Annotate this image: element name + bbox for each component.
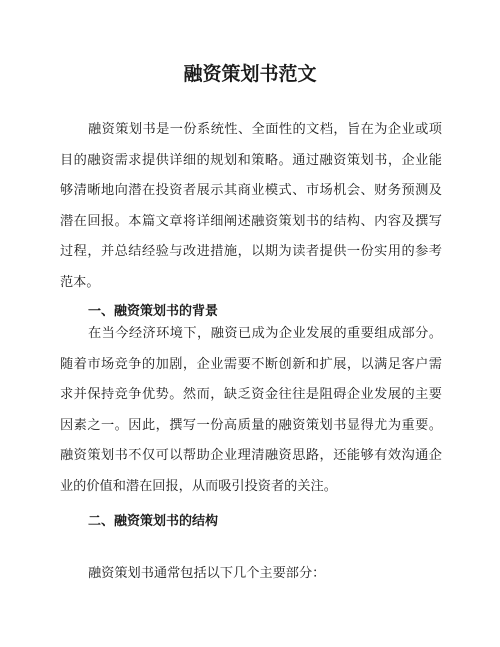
document-title: 融资策划书范文 [183, 63, 317, 85]
background-paragraph: 在当今经济环境下，融资已成为企业发展的重要组成部分。随着市场竞争的加剧，企业需要不断创新和扩展，以满足客户需求并保持竞争优势。然而，缺乏资金往往是阻碍企业发展的主要因素之一。因此，撰写一份高质量的融资策划书显得尤为重要。融资策划书不仅可以帮助企业理清融资思路，还能够有效沟通企业的价值和潜在回报，从而吸引投资者的关注。 [60, 326, 442, 494]
structure-paragraph: 融资策划书通常包括以下几个主要部分： [88, 566, 326, 581]
section-heading-background: 一、融资策划书的背景 [88, 304, 219, 319]
intro-paragraph: 融资策划书是一份系统性、全面性的文档，旨在为企业或项目的融资需求提供详细的规划和策略。通过融资策划书，企业能够清晰地向潜在投资者展示其商业模式、市场机会、财务预测及潜在回报。本篇文章将详细阐述融资策划书的结构、内容及撰写过程，并总结经验与改进措施，以期为读者提供一份实用的参考范本。 [60, 122, 442, 290]
section-heading-structure: 二、融资策划书的结构 [88, 514, 219, 529]
